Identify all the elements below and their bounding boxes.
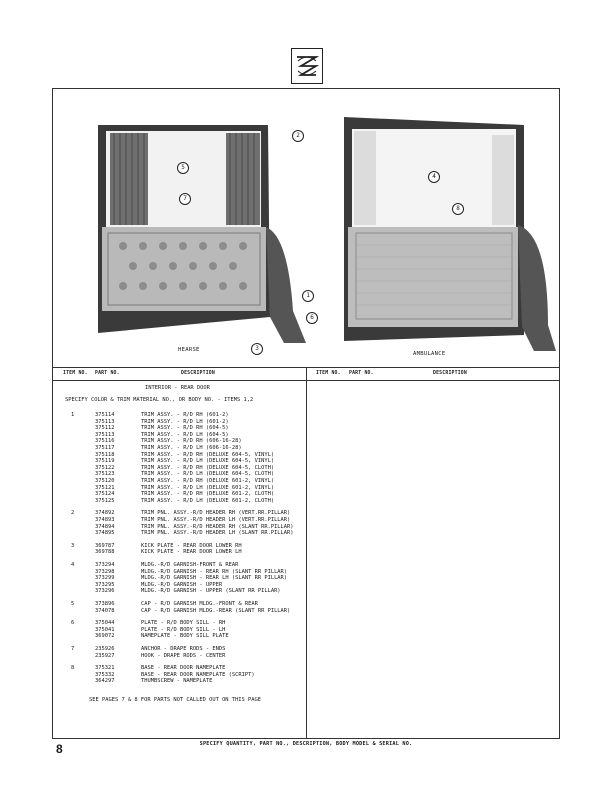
ambulance-rear-door-photo <box>338 115 558 351</box>
part-description: MLDG.-R/D GARNISH - REAR LH (SLANT RR PILLAR) <box>141 575 288 582</box>
part-number: 374895 <box>95 530 115 537</box>
part-description: PLATE - R/D BODY SILL - RH <box>141 620 226 627</box>
part-description: MLDG.-R/D GARNISH - UPPER (SLANT RR PILLAR) <box>141 588 281 595</box>
part-description: TRIM ASSY. - R/D LH (601-2) <box>141 418 229 425</box>
part-description: TRIM PNL. ASSY.-R/D HEADER RH (SLANT RR.PILLAR) <box>141 523 294 530</box>
header-rule <box>53 380 559 381</box>
part-description: TRIM ASSY. - R/D RH (DELUXE 601-2, CLOTH) <box>141 491 275 498</box>
part-description: TRIM PNL. ASSY.-R/D HEADER LH (VERT.RR.PILLAR) <box>141 517 291 523</box>
part-description: TRIM ASSY. - R/D RH (DELUXE 604-5, CLOTH) <box>141 464 275 471</box>
part-description: NAMEPLATE - BODY SILL PLATE <box>141 633 229 640</box>
part-number: 373294 <box>95 562 115 568</box>
part-number: 375119 <box>95 458 115 465</box>
brand-logo <box>291 48 323 84</box>
part-number: 375116 <box>95 438 115 445</box>
item-number: 7 <box>71 646 75 652</box>
part-number: 375041 <box>95 626 115 633</box>
column-divider <box>306 367 307 738</box>
photo-row <box>53 89 559 368</box>
part-number: 375113 <box>95 431 115 438</box>
header-item-no: ITEM NO. <box>63 371 88 376</box>
part-description: CAP - R/D GARNISH MLDG.-REAR (SLANT RR PILLAR) <box>141 607 291 614</box>
part-description: BASE - REAR DOOR NAMEPLATE <box>141 665 226 672</box>
part-description: TRIM ASSY. - R/D LH (604-5) <box>141 431 229 438</box>
ambulance-caption: AMBULANCE <box>413 351 446 357</box>
part-number: 375044 <box>95 620 115 627</box>
part-description: ANCHOR - DRAPE RODS - ENDS <box>141 646 226 652</box>
item-number: 2 <box>71 510 75 517</box>
hearse-caption: HEARSE <box>178 347 200 353</box>
item-number: 8 <box>71 665 75 672</box>
part-number: 374893 <box>95 517 115 523</box>
header-item-no-right: ITEM NO. <box>316 371 341 376</box>
part-number: 364297 <box>95 678 115 685</box>
part-description: TRIM PNL. ASSY.-R/D HEADER LH (SLANT RR.PILLAR) <box>141 530 294 537</box>
header-description-right: DESCRIPTION <box>433 371 467 376</box>
part-number: 235927 <box>95 652 115 659</box>
header-description: DESCRIPTION <box>181 371 215 376</box>
part-description: TRIM ASSY. - R/D RH (606-16-28) <box>141 438 242 445</box>
part-number: 369788 <box>95 549 115 556</box>
part-number: 373298 <box>95 568 115 575</box>
part-number: 373296 <box>95 588 115 595</box>
callout-2: 2 <box>292 130 304 142</box>
item-number: 5 <box>71 601 75 607</box>
callout-7: 7 <box>179 193 191 205</box>
part-number: 375321 <box>95 665 115 672</box>
page-number: 8 <box>56 742 63 756</box>
part-description: BASE - REAR DOOR NAMEPLATE (SCRIPT) <box>141 671 255 678</box>
callout-4: 4 <box>428 171 440 183</box>
part-description: TRIM ASSY. - R/D RH (601-2) <box>141 412 229 418</box>
part-number: 375121 <box>95 484 115 491</box>
part-number: 375122 <box>95 464 115 471</box>
part-description: KICK PLATE - REAR DOOR LOWER RH <box>141 542 242 549</box>
part-number: 374078 <box>95 607 115 614</box>
part-number: 375124 <box>95 491 115 498</box>
callout-3: 3 <box>251 343 263 355</box>
part-number: 375113 <box>95 418 115 425</box>
footer-note: SPECIFY QUANTITY, PART NO., DESCRIPTION, BODY MODEL & SERIAL NO. <box>199 741 413 747</box>
see-pages-note: SEE PAGES 7 & 8 FOR PARTS NOT CALLED OUT ON THIS PAGE <box>89 697 262 703</box>
part-number: 369072 <box>95 633 115 640</box>
part-description: TRIM ASSY. - R/D LH (DELUXE 604-5, VINYL) <box>141 458 275 465</box>
part-number: 369787 <box>95 542 115 549</box>
part-number: 375123 <box>95 471 115 478</box>
item-number: 1 <box>71 412 75 418</box>
header-part-no-right: PART NO. <box>349 371 374 376</box>
part-description: MLDG.-R/D GARNISH - UPPER <box>141 581 223 588</box>
part-description: TRIM ASSY. - R/D RH (DELUXE 601-2, VINYL) <box>141 478 275 484</box>
callout-6: 6 <box>306 312 318 324</box>
part-description: TRIM ASSY. - R/D LH (DELUXE 601-2, CLOTH) <box>141 497 275 504</box>
part-description: HOOK - DRAPE RODS - CENTER <box>141 652 226 659</box>
hearse-rear-door-photo <box>88 121 308 343</box>
part-number: 373295 <box>95 581 115 588</box>
callout-8: 8 <box>452 203 464 215</box>
specify-note: SPECIFY COLOR & TRIM MATERIAL NO., OR BODY NO. - ITEMS 1,2 <box>65 397 254 403</box>
part-number: 375114 <box>95 412 115 418</box>
part-description: CAP - R/D GARNISH MLDG.-FRONT & REAR <box>141 601 258 607</box>
part-description: THUMBSCREW - NAMEPLATE <box>141 678 213 685</box>
callout-1: 1 <box>302 290 314 302</box>
callout-5: 5 <box>177 162 189 174</box>
part-description: TRIM ASSY. - R/D LH (606-16-28) <box>141 445 242 451</box>
part-description: KICK PLATE - REAR DOOR LOWER LH <box>141 549 242 556</box>
item-number: 6 <box>71 620 75 627</box>
part-description: PLATE - R/D BODY SILL - LH <box>141 626 226 633</box>
part-number: 375118 <box>95 451 115 458</box>
section-title: INTERIOR - REAR DOOR <box>145 385 210 391</box>
part-description: TRIM ASSY. - R/D RH (DELUXE 604-5, VINYL) <box>141 451 275 458</box>
part-number: 375117 <box>95 445 115 451</box>
part-description: TRIM ASSY. - R/D RH (604-5) <box>141 425 229 432</box>
part-number: 235926 <box>95 646 115 652</box>
item-number: 3 <box>71 542 75 549</box>
part-description: TRIM ASSY. - R/D LH (DELUXE 601-2, VINYL) <box>141 484 275 491</box>
parts-page-frame <box>52 88 560 739</box>
part-description: TRIM PNL. ASSY.-R/D HEADER RH (VERT.RR.PILLAR) <box>141 510 291 517</box>
part-description: MLDG.-R/D GARNISH-FRONT & REAR <box>141 562 239 568</box>
header-part-no: PART NO. <box>95 371 120 376</box>
part-number: 373299 <box>95 575 115 582</box>
part-number: 375332 <box>95 671 115 678</box>
part-number: 375112 <box>95 425 115 432</box>
part-number: 374892 <box>95 510 115 517</box>
item-number: 4 <box>71 562 75 568</box>
part-number: 375120 <box>95 478 115 484</box>
part-number: 374894 <box>95 523 115 530</box>
part-description: TRIM ASSY. - R/D LH (DELUXE 604-5, CLOTH) <box>141 471 275 478</box>
part-number: 375125 <box>95 497 115 504</box>
part-description: MLDG.-R/D GARNISH - REAR RH (SLANT RR PILLAR) <box>141 568 288 575</box>
part-number: 373896 <box>95 601 115 607</box>
